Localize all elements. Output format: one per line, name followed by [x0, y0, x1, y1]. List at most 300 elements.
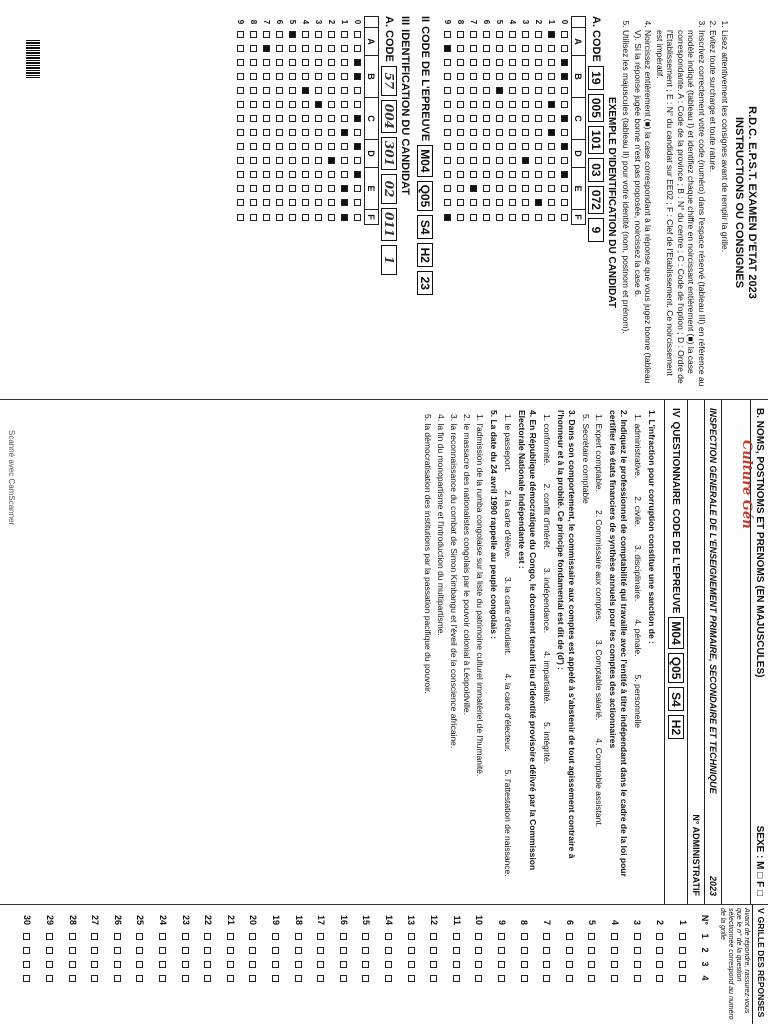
digit-bubble[interactable] [276, 87, 283, 94]
answer-bubble[interactable] [114, 961, 121, 968]
answer-bubble[interactable] [521, 975, 528, 982]
digit-bubble[interactable] [315, 185, 322, 192]
name-field[interactable] [721, 400, 754, 904]
answer-bubble[interactable] [656, 975, 663, 982]
question-option: 2. la carte d'élève. [503, 490, 513, 559]
answer-bubble[interactable] [679, 933, 686, 940]
answer-bubble[interactable] [656, 961, 663, 968]
answer-bubble[interactable] [249, 961, 256, 968]
questionnaire-header [664, 400, 687, 904]
digit-bubble[interactable] [250, 115, 257, 122]
digit-bubble [561, 101, 568, 108]
digit-bubble[interactable] [328, 45, 335, 52]
digit-bubble[interactable] [263, 214, 270, 221]
digit-bubble[interactable] [289, 31, 296, 38]
answer-bubble[interactable] [272, 933, 279, 940]
digit-bubble[interactable] [315, 171, 322, 178]
digit-bubble[interactable] [328, 214, 335, 221]
digit-bubble[interactable] [289, 185, 296, 192]
digit-bubble[interactable] [302, 45, 309, 52]
answer-bubble[interactable] [408, 933, 415, 940]
answer-bubble[interactable] [249, 933, 256, 940]
digit-bubble[interactable] [289, 73, 296, 80]
digit-bubble[interactable] [354, 214, 361, 221]
digit-bubble[interactable] [328, 59, 335, 66]
answer-bubble[interactable] [295, 961, 302, 968]
answer-bubble[interactable] [362, 933, 369, 940]
digit-bubble[interactable] [341, 101, 348, 108]
digit-bubble[interactable] [328, 199, 335, 206]
answer-bubble[interactable] [24, 961, 31, 968]
digit-bubble[interactable] [354, 171, 361, 178]
answer-bubble[interactable] [69, 947, 76, 954]
digit-bubble[interactable] [250, 199, 257, 206]
answer-bubble[interactable] [340, 933, 347, 940]
answer-bubble[interactable] [656, 933, 663, 940]
digit-bubble[interactable] [302, 199, 309, 206]
answer-bubble[interactable] [498, 933, 505, 940]
answer-row [16, 907, 39, 985]
digit-bubble[interactable] [354, 31, 361, 38]
digit-bubble[interactable] [276, 45, 283, 52]
answer-bubble[interactable] [317, 933, 324, 940]
digit-bubble[interactable] [341, 45, 348, 52]
sex-field[interactable]: SEXE : M □ F □ [754, 825, 765, 896]
digit-bubble[interactable] [276, 157, 283, 164]
digit-bubble[interactable] [237, 185, 244, 192]
answer-bubble[interactable] [91, 961, 98, 968]
code-column-header: F [572, 210, 586, 225]
answer-bubble[interactable] [566, 947, 573, 954]
digit-bubble[interactable] [354, 59, 361, 66]
digit-bubble[interactable] [289, 171, 296, 178]
grid-note: Avant de répondre, rassurez-vous que le n° de la question sélectionnée correspond au numéro de la grille [719, 908, 751, 1020]
answer-bubble[interactable] [136, 933, 143, 940]
answer-bubble[interactable] [385, 961, 392, 968]
digit-bubble[interactable] [354, 129, 361, 136]
answer-bubble[interactable] [611, 975, 618, 982]
candidate-col-d[interactable]: 02 [381, 174, 397, 204]
digit-bubble[interactable] [341, 185, 348, 192]
digit-bubble[interactable] [237, 214, 244, 221]
question-number: 12 [429, 914, 440, 925]
digit-bubble[interactable] [276, 59, 283, 66]
digit-bubble[interactable] [250, 129, 257, 136]
answer-bubble[interactable] [521, 947, 528, 954]
question-number: 19 [270, 914, 281, 925]
digit-bubble[interactable] [250, 143, 257, 150]
digit-bubble[interactable] [315, 157, 322, 164]
digit-bubble[interactable] [302, 73, 309, 80]
answer-bubble[interactable] [340, 947, 347, 954]
digit-bubble[interactable] [315, 87, 322, 94]
candidate-col-e[interactable]: 011 [381, 208, 397, 241]
digit-bubble[interactable] [263, 87, 270, 94]
digit-bubble[interactable] [302, 171, 309, 178]
digit-bubble[interactable] [276, 101, 283, 108]
question-number: 2 [655, 919, 666, 925]
answer-bubble[interactable] [634, 961, 641, 968]
digit-bubble[interactable] [276, 214, 283, 221]
answer-bubble[interactable] [611, 961, 618, 968]
digit-bubble[interactable] [328, 143, 335, 150]
digit-bubble [548, 157, 555, 164]
digit-bubble[interactable] [354, 73, 361, 80]
digit-bubble[interactable] [302, 101, 309, 108]
candidate-col-b[interactable]: 004 [381, 100, 397, 133]
digit-bubble[interactable] [276, 171, 283, 178]
digit-bubble[interactable] [354, 87, 361, 94]
digit-bubble[interactable] [237, 87, 244, 94]
digit-bubble[interactable] [289, 143, 296, 150]
answer-bubble[interactable] [475, 933, 482, 940]
answer-bubble[interactable] [295, 975, 302, 982]
answer-bubble[interactable] [385, 933, 392, 940]
answer-bubble[interactable] [340, 961, 347, 968]
digit-bubble[interactable] [302, 214, 309, 221]
digit-bubble[interactable] [315, 143, 322, 150]
digit-bubble[interactable] [302, 59, 309, 66]
answer-bubble[interactable] [498, 947, 505, 954]
digit-bubble[interactable] [263, 59, 270, 66]
digit-bubble[interactable] [250, 45, 257, 52]
answer-bubble[interactable] [408, 975, 415, 982]
answer-bubble[interactable] [204, 961, 211, 968]
answer-bubble[interactable] [159, 961, 166, 968]
answer-bubble[interactable] [46, 975, 53, 982]
digit-bubble[interactable] [276, 73, 283, 80]
digit-bubble [509, 214, 516, 221]
answer-bubble[interactable] [46, 933, 53, 940]
digit-bubble[interactable] [302, 115, 309, 122]
digit-bubble[interactable] [341, 73, 348, 80]
digit-bubble[interactable] [250, 73, 257, 80]
answer-bubble[interactable] [69, 975, 76, 982]
answer-bubble[interactable] [317, 947, 324, 954]
answer-bubble[interactable] [543, 961, 550, 968]
digit-bubble[interactable] [237, 59, 244, 66]
digit-bubble[interactable] [237, 157, 244, 164]
answer-bubble[interactable] [430, 975, 437, 982]
answer-bubble[interactable] [227, 947, 234, 954]
digit-bubble[interactable] [276, 199, 283, 206]
digit-bubble[interactable] [250, 157, 257, 164]
instruction-item: 4. Noircissez entièrement (■) la case correspondant à la réponse que vous jugez bonne (tableau V). Si la réponse jugée bonne n'est pas proposée, noircissez la case 6. [633, 30, 654, 389]
answer-bubble[interactable] [588, 933, 595, 940]
digit-bubble[interactable] [341, 214, 348, 221]
answer-row [626, 907, 649, 985]
answer-bubble[interactable] [24, 975, 31, 982]
answer-bubble[interactable] [91, 947, 98, 954]
answer-bubble[interactable] [453, 947, 460, 954]
answer-bubble[interactable] [430, 961, 437, 968]
digit-bubble[interactable] [302, 129, 309, 136]
digit-bubble[interactable] [289, 101, 296, 108]
digit-bubble[interactable] [354, 45, 361, 52]
answer-bubble[interactable] [91, 975, 98, 982]
digit-bubble[interactable] [328, 115, 335, 122]
digit-bubble[interactable] [289, 129, 296, 136]
answer-bubble[interactable] [46, 947, 53, 954]
question-number: 11 [451, 915, 462, 925]
digit-bubble[interactable] [263, 199, 270, 206]
digit-bubble[interactable] [341, 31, 348, 38]
answer-bubble[interactable] [679, 947, 686, 954]
answer-bubble[interactable] [543, 947, 550, 954]
digit-bubble[interactable] [302, 157, 309, 164]
digit-bubble[interactable] [276, 129, 283, 136]
digit-bubble[interactable] [289, 115, 296, 122]
answer-bubble[interactable] [566, 975, 573, 982]
digit-bubble[interactable] [289, 45, 296, 52]
answer-bubble[interactable] [114, 947, 121, 954]
answer-bubble[interactable] [159, 947, 166, 954]
answer-bubble[interactable] [24, 933, 31, 940]
answer-bubble[interactable] [182, 975, 189, 982]
digit-bubble[interactable] [289, 199, 296, 206]
digit-bubble[interactable] [263, 143, 270, 150]
answer-bubble[interactable] [453, 961, 460, 968]
digit-bubble[interactable] [237, 129, 244, 136]
answer-bubble[interactable] [521, 933, 528, 940]
digit-bubble[interactable] [328, 129, 335, 136]
digit-bubble[interactable] [315, 115, 322, 122]
digit-bubble [548, 73, 555, 80]
digit-bubble[interactable] [250, 185, 257, 192]
question-number: 28 [67, 914, 78, 925]
answer-bubble[interactable] [159, 933, 166, 940]
answer-bubble[interactable] [566, 933, 573, 940]
answer-bubble[interactable] [453, 975, 460, 982]
answer-bubble[interactable] [272, 975, 279, 982]
digit-bubble[interactable] [328, 31, 335, 38]
digit-bubble[interactable] [276, 143, 283, 150]
digit-bubble [496, 199, 503, 206]
digit-bubble[interactable] [341, 129, 348, 136]
answer-bubble[interactable] [295, 933, 302, 940]
sheet-title: R.D.C. E.P.S.T. EXAMEN D'ETAT 2023 [746, 106, 758, 299]
answer-bubble[interactable] [566, 961, 573, 968]
candidate-col-c[interactable]: 301 [381, 137, 397, 170]
answer-bubble[interactable] [385, 947, 392, 954]
digit-bubble[interactable] [315, 101, 322, 108]
example-bubble-grid [441, 16, 586, 225]
digit-bubble[interactable] [263, 45, 270, 52]
digit-bubble[interactable] [263, 171, 270, 178]
answer-bubble[interactable] [679, 975, 686, 982]
digit-bubble[interactable] [263, 129, 270, 136]
answer-bubble[interactable] [136, 947, 143, 954]
answer-bubble[interactable] [69, 933, 76, 940]
digit-bubble[interactable] [341, 87, 348, 94]
digit-bubble[interactable] [341, 59, 348, 66]
digit-bubble[interactable] [237, 143, 244, 150]
digit-bubble[interactable] [341, 199, 348, 206]
answer-bubble[interactable] [317, 975, 324, 982]
digit-bubble[interactable] [276, 185, 283, 192]
answer-bubble[interactable] [24, 947, 31, 954]
digit-bubble[interactable] [237, 73, 244, 80]
digit-bubble[interactable] [354, 143, 361, 150]
digit-bubble [457, 73, 464, 80]
answer-bubble[interactable] [362, 975, 369, 982]
answer-bubble[interactable] [362, 961, 369, 968]
digit-bubble[interactable] [354, 101, 361, 108]
digit-bubble [522, 45, 529, 52]
digit-bubble[interactable] [263, 115, 270, 122]
digit-bubble[interactable] [237, 31, 244, 38]
digit-bubble[interactable] [263, 73, 270, 80]
digit-bubble[interactable] [328, 185, 335, 192]
answer-bubble[interactable] [204, 947, 211, 954]
answer-bubble[interactable] [204, 933, 211, 940]
answer-bubble[interactable] [588, 961, 595, 968]
digit-bubble[interactable] [328, 157, 335, 164]
digit-bubble[interactable] [328, 101, 335, 108]
digit-bubble[interactable] [237, 115, 244, 122]
answer-bubble[interactable] [588, 947, 595, 954]
digit-bubble[interactable] [250, 171, 257, 178]
answer-bubble[interactable] [249, 975, 256, 982]
digit-bubble[interactable] [354, 199, 361, 206]
digit-bubble[interactable] [302, 87, 309, 94]
answer-bubble[interactable] [543, 975, 550, 982]
digit-bubble[interactable] [289, 214, 296, 221]
answer-bubble[interactable] [204, 975, 211, 982]
answer-bubble[interactable] [475, 961, 482, 968]
answer-bubble[interactable] [182, 933, 189, 940]
digit-bubble[interactable] [263, 157, 270, 164]
digit-bubble[interactable] [315, 73, 322, 80]
answer-bubble[interactable] [453, 933, 460, 940]
digit-bubble[interactable] [250, 101, 257, 108]
digit-bubble[interactable] [302, 185, 309, 192]
answer-bubble[interactable] [272, 947, 279, 954]
answer-bubble[interactable] [182, 961, 189, 968]
answer-bubble[interactable] [91, 933, 98, 940]
digit-bubble[interactable] [289, 157, 296, 164]
digit-bubble[interactable] [354, 157, 361, 164]
answer-bubble[interactable] [408, 961, 415, 968]
answer-bubble[interactable] [543, 933, 550, 940]
digit-bubble[interactable] [315, 129, 322, 136]
example-title: EXEMPLE D'IDENTIFICATION DU CANDIDAT [606, 97, 617, 308]
digit-bubble[interactable] [250, 59, 257, 66]
digit-bubble[interactable] [315, 59, 322, 66]
answer-bubble[interactable] [498, 961, 505, 968]
answer-bubble[interactable] [430, 933, 437, 940]
answer-bubble[interactable] [182, 947, 189, 954]
digit-bubble[interactable] [328, 87, 335, 94]
digit-bubble[interactable] [276, 115, 283, 122]
candidate-col-f[interactable]: 1 [381, 245, 397, 275]
digit-bubble[interactable] [250, 214, 257, 221]
question-number: 24 [157, 914, 168, 925]
answer-bubble[interactable] [136, 975, 143, 982]
answer-bubble[interactable] [588, 975, 595, 982]
answer-bubble[interactable] [656, 947, 663, 954]
answer-bubble[interactable] [249, 947, 256, 954]
digit-bubble[interactable] [328, 73, 335, 80]
question-number: 25 [135, 914, 146, 925]
digit-bubble [548, 129, 555, 136]
answer-bubble[interactable] [136, 961, 143, 968]
answer-bubble[interactable] [69, 961, 76, 968]
digit-bubble[interactable] [315, 31, 322, 38]
digit-bubble[interactable] [341, 171, 348, 178]
digit-bubble[interactable] [276, 31, 283, 38]
handwritten-note: Culture Gén [739, 440, 754, 529]
digit-bubble[interactable] [237, 171, 244, 178]
answer-bubble[interactable] [317, 961, 324, 968]
digit-bubble [535, 59, 542, 66]
digit-bubble[interactable] [237, 101, 244, 108]
digit-bubble[interactable] [354, 185, 361, 192]
digit-bubble[interactable] [354, 115, 361, 122]
digit-bubble[interactable] [250, 31, 257, 38]
digit-bubble[interactable] [341, 115, 348, 122]
question-number: 26 [112, 914, 123, 925]
digit-bubble[interactable] [263, 185, 270, 192]
answer-bubble[interactable] [159, 975, 166, 982]
answer-bubble[interactable] [114, 933, 121, 940]
digit-bubble[interactable] [315, 199, 322, 206]
questionnaire-code-value: M04 [668, 617, 684, 648]
digit-bubble[interactable] [263, 101, 270, 108]
answer-bubble[interactable] [272, 961, 279, 968]
answer-bubble[interactable] [611, 947, 618, 954]
answer-bubble[interactable] [679, 961, 686, 968]
answer-bubble[interactable] [295, 947, 302, 954]
digit-bubble[interactable] [315, 45, 322, 52]
answer-bubble[interactable] [634, 933, 641, 940]
answer-bubble[interactable] [227, 933, 234, 940]
digit-bubble[interactable] [250, 87, 257, 94]
question-option: 2. Commissaire aux comptes. [594, 509, 604, 622]
candidate-col-a[interactable]: 57 [381, 66, 397, 96]
digit-bubble[interactable] [302, 31, 309, 38]
answer-bubble[interactable] [475, 975, 482, 982]
digit-bubble[interactable] [315, 214, 322, 221]
answer-bubble[interactable] [362, 947, 369, 954]
answer-bubble[interactable] [46, 961, 53, 968]
answer-bubble[interactable] [634, 975, 641, 982]
digit-bubble[interactable] [341, 157, 348, 164]
answer-bubble[interactable] [521, 961, 528, 968]
digit-bubble [444, 45, 451, 52]
answer-bubble[interactable] [114, 975, 121, 982]
answer-bubble[interactable] [498, 975, 505, 982]
digit-bubble[interactable] [289, 87, 296, 94]
digit-bubble[interactable] [328, 171, 335, 178]
digit-bubble[interactable] [237, 199, 244, 206]
digit-bubble[interactable] [302, 143, 309, 150]
answer-bubble[interactable] [227, 961, 234, 968]
answer-bubble[interactable] [634, 947, 641, 954]
answer-bubble[interactable] [385, 975, 392, 982]
question-number: 3 [632, 919, 643, 925]
answer-bubble[interactable] [227, 975, 234, 982]
digit-bubble[interactable] [263, 31, 270, 38]
digit-bubble[interactable] [341, 143, 348, 150]
answer-bubble[interactable] [340, 975, 347, 982]
digit-bubble[interactable] [289, 59, 296, 66]
answer-bubble[interactable] [430, 947, 437, 954]
answer-bubble[interactable] [611, 933, 618, 940]
answer-bubble[interactable] [408, 947, 415, 954]
digit-bubble[interactable] [237, 45, 244, 52]
answer-bubble[interactable] [475, 947, 482, 954]
